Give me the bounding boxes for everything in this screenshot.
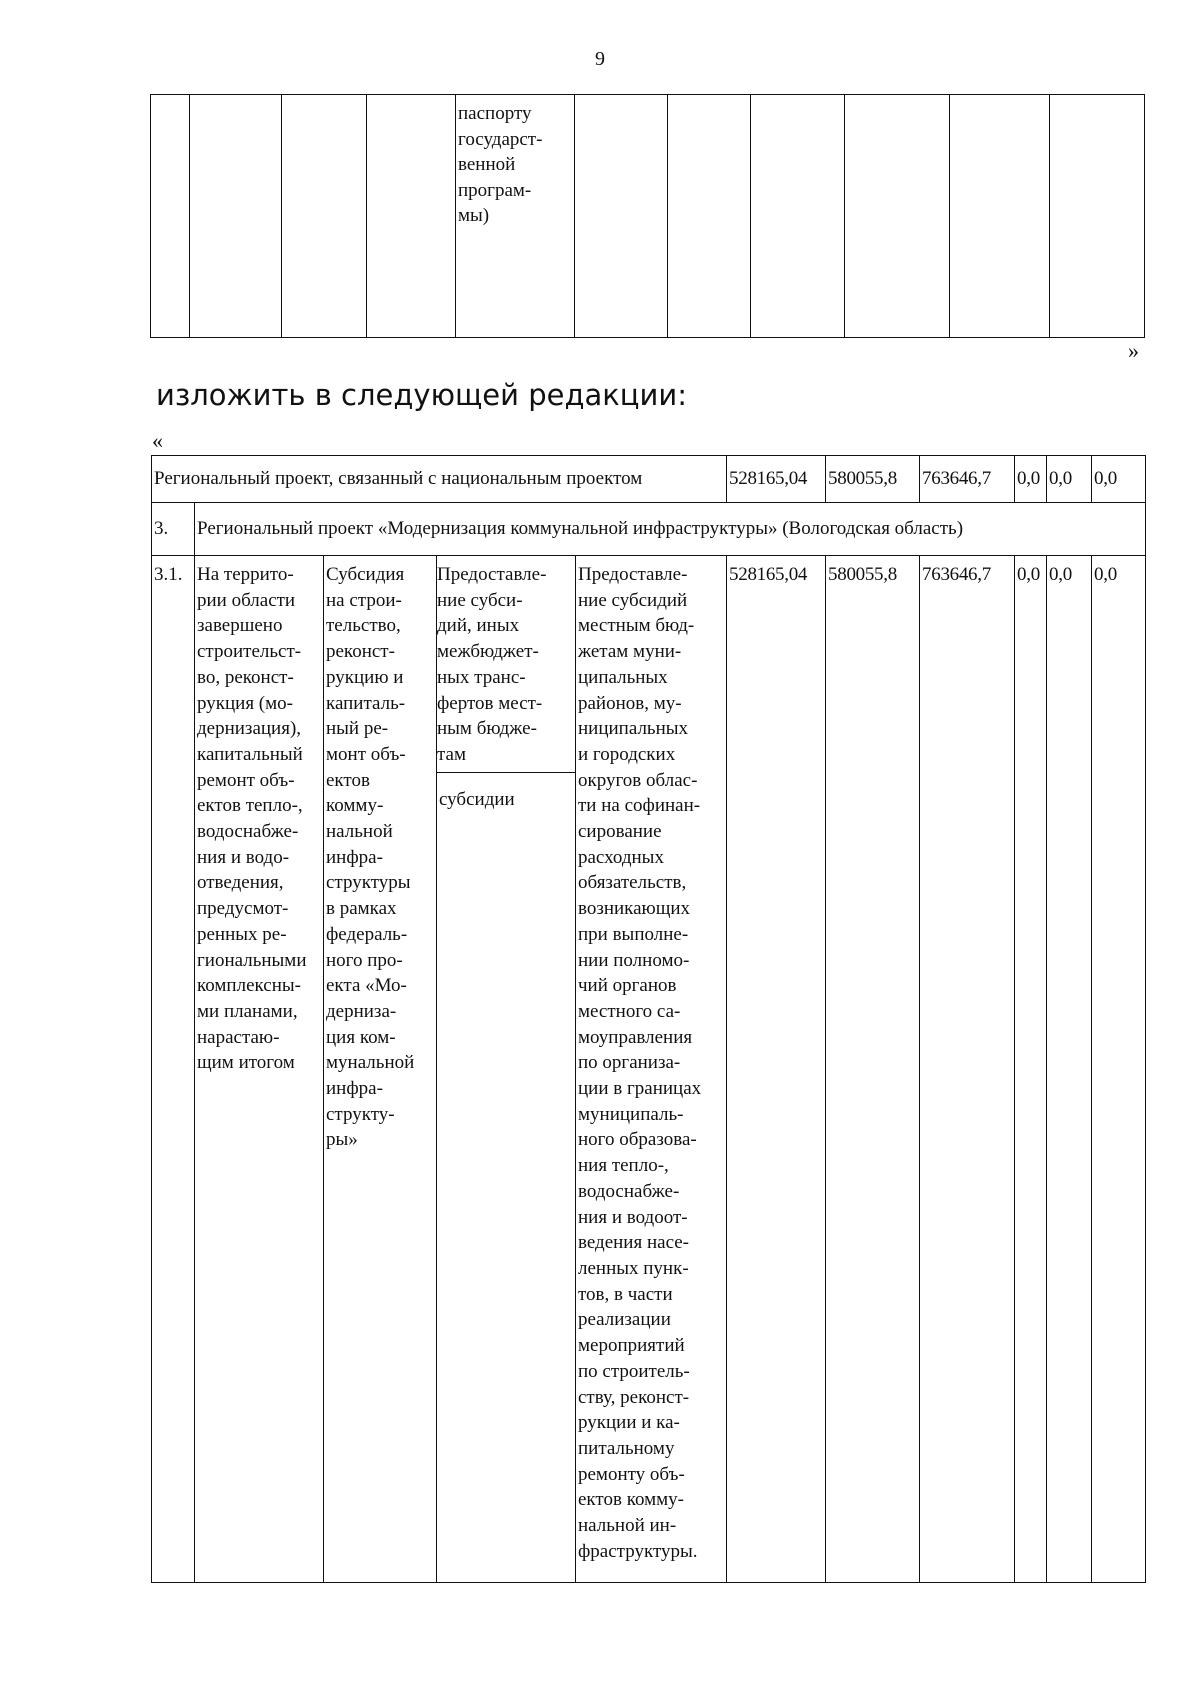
summary-label: Региональный проект, связанный с национальным проектом [152,456,727,503]
item-measure: Субсидия на строи- тельство, реконст- рукцию и капиталь- ный ре- монт объ- ектов комму- нальной инфра- структуры в рамках федераль- ного про- екта «Мо- дерниза- ция ком- мунальной инфра- структу- ры» [324,556,437,1583]
summary-value-4: 0,0 [1015,456,1047,503]
opening-quote: « [152,428,163,453]
summary-row [152,456,1146,503]
section-row [152,503,1146,556]
summary-value-5: 0,0 [1047,456,1092,503]
item-value-5: 0,0 [1047,556,1092,1583]
item-number: 3.1. [152,556,195,1583]
previous-table-fragment [150,94,1145,338]
regional-project-table [151,455,1146,1583]
summary-value-6: 0,0 [1092,456,1146,503]
table-cell-program-text: паспорту государст- венной програм- мы) [456,95,575,338]
section-number: 3. [152,503,195,556]
table-cell [950,95,1050,338]
table-cell [1050,95,1145,338]
summary-value-3: 763646,7 [920,456,1015,503]
item-type-top: Предоставле- ние субси- дий, иных межбюджет- ных транс- фертов мест- ным бюдже- там [437,562,576,773]
item-value-6: 0,0 [1092,556,1146,1583]
item-result: На террито- рии области завершено строительст- во, реконст- рукция (мо- дернизация), капитальный ремонт объ- ектов тепло-, водоснабже- ния и водо- отведения, предусмот- ренных ре- гиональными комплексны- ми планами, нарастаю- щим итогом [195,556,324,1583]
item-type-bottom: субсидии [439,789,515,810]
item-value-2: 580055,8 [826,556,920,1583]
table-cell [575,95,668,338]
closing-quote: » [1128,338,1139,363]
table-cell [845,95,950,338]
summary-value-1: 528165,04 [727,456,826,503]
item-value-4: 0,0 [1015,556,1047,1583]
item-value-1: 528165,04 [727,556,826,1583]
table-cell [367,95,456,338]
table-cell [282,95,367,338]
page-number: 9 [595,48,605,70]
table-cell [151,95,190,338]
table-cell [190,95,282,338]
summary-value-2: 580055,8 [826,456,920,503]
item-row [152,556,1146,1583]
item-value-3: 763646,7 [920,556,1015,1583]
item-type-cell [437,556,576,1583]
section-title: Региональный проект «Модернизация коммунальной инфраструктуры» (Вологодская область) [195,503,1146,556]
instruction-text: изложить в следующей редакции: [156,378,687,412]
table-cell [751,95,845,338]
item-description: Предоставле- ние субсидий местным бюд- жетам муни- ципальных районов, му- ниципальных и городских округов облас- ти на софинан- сирование расходных обязательств, возникающих при выполне- нии полномо- чий органов местного са- моуправления по организа- ции в границах муниципаль- ного образова- ния тепло-, водоснабже- ния и водоот- ведения насе- ленных пунк- тов, в части реализации мероприятий по строитель- ству, реконст- рукции и ка- питальному ремонту объ- ектов комму- нальной ин- фраструктуры. [576,556,727,1583]
table-cell [668,95,751,338]
